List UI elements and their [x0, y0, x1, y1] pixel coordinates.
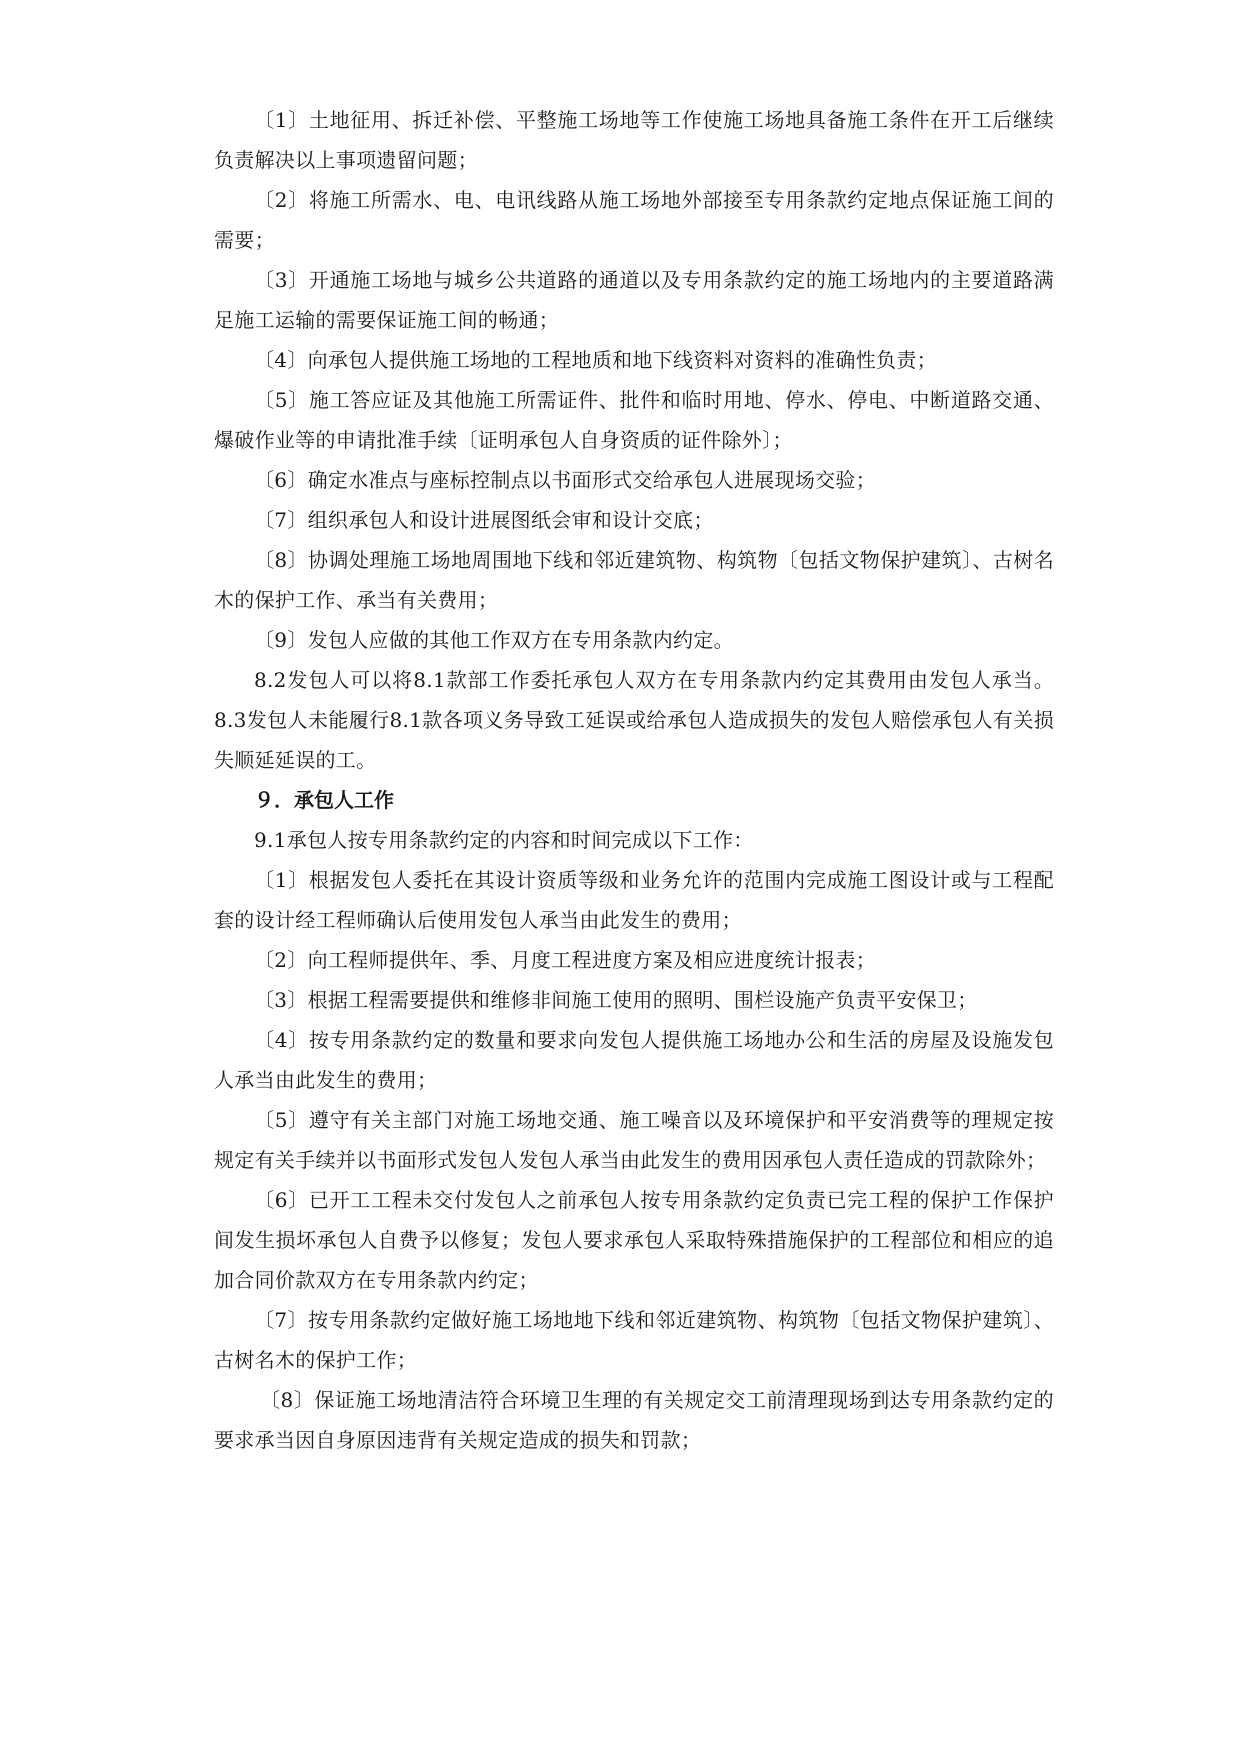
s8-item-7: 〔7〕组织承包人和设计进展图纸会审和设计交底；	[254, 508, 714, 532]
s9-item-5: 〔5〕遵守有关主部门对施工场地交通、施工噪音以及环境保护和平安消费等的理规定按规定有关手续并以书面形式发包人发包人承当由此发生的费用因承包人责任造成的罚款除外；	[214, 1108, 1054, 1172]
s8-item-6: 〔6〕确定水准点与座标控制点以书面形式交给承包人进展现场交验；	[254, 468, 877, 492]
s9-item-4: 〔4〕按专用条款约定的数量和要求向发包人提供施工场地办公和生活的房屋及设施发包人承当由此发生的费用；	[214, 1028, 1054, 1092]
document-page	[214, 100, 1054, 1460]
clause-9-1-intro: 9.1承包人按专用条款约定的内容和时间完成以下工作：	[254, 828, 754, 852]
s8-item-3: 〔3〕开通施工场地与城乡公共道路的通道以及专用条款约定的施工场地内的主要道路满足施工运输的需要保证施工间的畅通；	[214, 268, 1054, 332]
s8-item-8: 〔8〕协调处理施工场地周围地下线和邻近建筑物、构筑物〔包括文物保护建筑〕、古树名木的保护工作、承当有关费用；	[214, 548, 1054, 612]
s8-item-5: 〔5〕施工答应证及其他施工所需证件、批件和临时用地、停水、停电、中断道路交通、爆破作业等的申请批准手续〔证明承包人自身资质的证件除外〕；	[214, 388, 1054, 452]
s8-item-9: 〔9〕发包人应做的其他工作双方在专用条款内约定。	[254, 628, 734, 652]
clause-8-2-8-3: 8.2发包人可以将8.1款部工作委托承包人双方在专用条款内约定其费用由发包人承当。 8.3发包人未能履行8.1款各项义务导致工延误或给承包人造成损失的发包人赔偿承包人有关损失顺延延误的工。	[214, 668, 1054, 772]
s9-item-8: 〔8〕保证施工场地清洁符合环境卫生理的有关规定交工前清理现场到达专用条款约定的要求承当因自身原因违背有关规定造成的损失和罚款；	[214, 1388, 1054, 1452]
s9-item-2: 〔2〕向工程师提供年、季、月度工程进度方案及相应进度统计报表；	[254, 948, 877, 972]
s9-item-6: 〔6〕已开工工程未交付发包人之前承包人按专用条款约定负责已完工程的保护工作保护间发生损坏承包人自费予以修复；发包人要求承包人采取特殊措施保护的工程部位和相应的追加合同价款双方在专用条款内约定；	[214, 1188, 1054, 1292]
s8-item-4: 〔4〕向承包人提供施工场地的工程地质和地下线资料对资料的准确性负责；	[254, 348, 937, 372]
s8-item-1: 〔1〕土地征用、拆迁补偿、平整施工场地等工作使施工场地具备施工条件在开工后继续负责解决以上事项遗留问题；	[214, 108, 1054, 172]
s9-item-3: 〔3〕根据工程需要提供和维修非间施工使用的照明、围栏设施产负责平安保卫；	[254, 988, 978, 1012]
s9-item-1: 〔1〕根据发包人委托在其设计资质等级和业务允许的范围内完成施工图设计或与工程配套的设计经工程师确认后使用发包人承当由此发生的费用；	[214, 868, 1054, 932]
s8-item-2: 〔2〕将施工所需水、电、电讯线路从施工场地外部接至专用条款约定地点保证施工间的需要；	[214, 188, 1054, 252]
s9-item-7: 〔7〕按专用条款约定做好施工场地地下线和邻近建筑物、构筑物〔包括文物保护建筑〕、古树名木的保护工作；	[214, 1308, 1054, 1372]
section-9-heading: ９．承包人工作	[254, 788, 394, 812]
